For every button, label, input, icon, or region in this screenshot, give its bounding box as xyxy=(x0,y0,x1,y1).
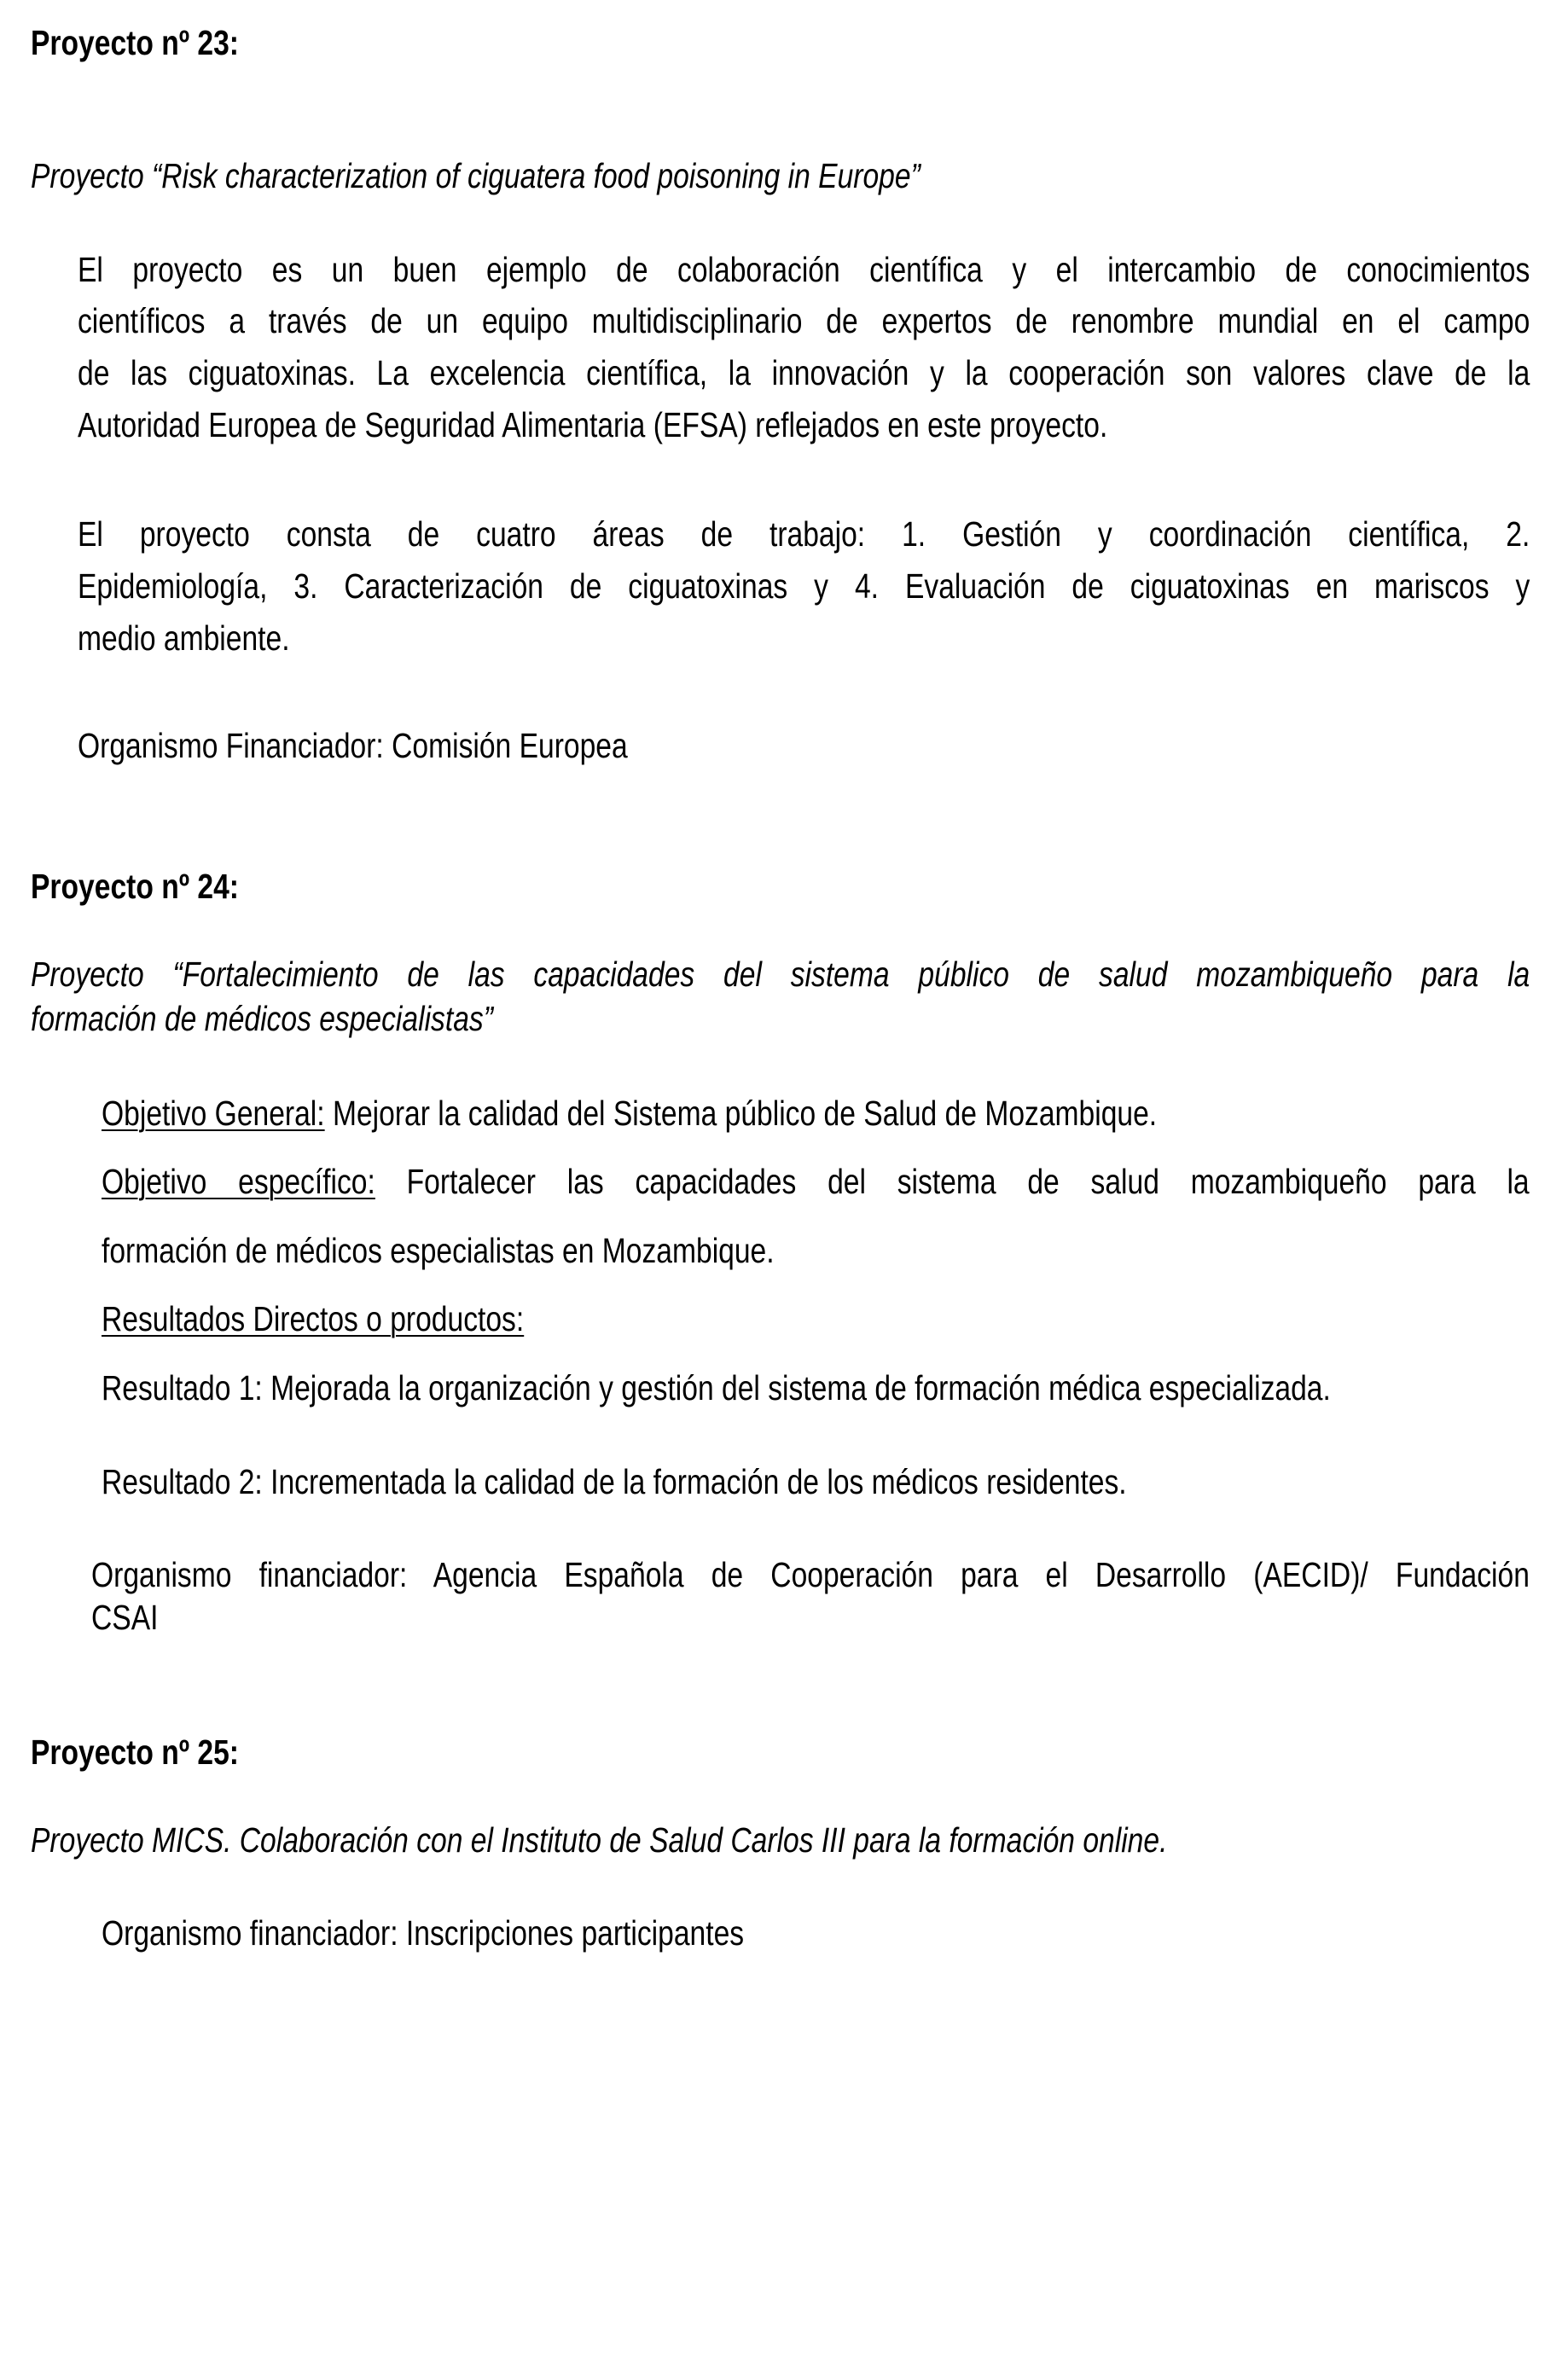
specific-objective-text: Fortalecer las capacidades del sistema de salud mozambiqueño para la xyxy=(375,1162,1530,1201)
paragraph-line: Epidemiología, 3. Caracterización de ciguatoxinas y 4. Evaluación de ciguatoxinas en mariscos y xyxy=(78,566,1530,606)
specific-objective-label: Objetivo específico: xyxy=(102,1162,375,1201)
project-24-funder-line: Organismo financiador: Agencia Española de Cooperación para el Desarrollo (AECID)/ Fundación xyxy=(91,1555,1530,1594)
specific-objective-continued: formación de médicos especialistas en Mozambique. xyxy=(102,1231,775,1270)
project-24-title-line: Proyecto “Fortalecimiento de las capacidades del sistema público de salud mozambiqueño para la xyxy=(31,955,1530,994)
project-23-title: Proyecto “Risk characterization of ciguatera food poisoning in Europe” xyxy=(31,156,920,195)
project-25-title: Proyecto MICS. Colaboración con el Instituto de Salud Carlos III para la formación online. xyxy=(31,1820,1168,1860)
paragraph-line: Autoridad Europea de Seguridad Alimentaria (EFSA) reflejados en este proyecto. xyxy=(78,405,1108,444)
general-objective xyxy=(102,1093,1157,1134)
paragraph-line: científicos a través de un equipo multidisciplinario de expertos de renombre mundial en el campo xyxy=(78,301,1530,340)
project-25-heading: Proyecto nº 25: xyxy=(31,1732,239,1772)
project-24-title-line: formación de médicos especialistas” xyxy=(31,999,493,1038)
paragraph-line: El proyecto consta de cuatro áreas de trabajo: 1. Gestión y coordinación científica, 2. xyxy=(78,514,1530,554)
project-23-heading: Proyecto nº 23: xyxy=(31,23,239,62)
result-2: Resultado 2: Incrementada la calidad de la formación de los médicos residentes. xyxy=(102,1462,1127,1501)
project-24-heading: Proyecto nº 24: xyxy=(31,867,239,906)
project-24-funder-line: CSAI xyxy=(91,1598,159,1637)
project-25-funder: Organismo financiador: Inscripciones participantes xyxy=(102,1913,745,1953)
general-objective-text: Mejorar la calidad del Sistema público de Salud de Mozambique. xyxy=(324,1094,1158,1133)
paragraph-line: de las ciguatoxinas. La excelencia científica, la innovación y la cooperación son valores clave de la xyxy=(78,353,1530,392)
general-objective-label: Objetivo General: xyxy=(102,1094,325,1133)
project-23-funder: Organismo Financiador: Comisión Europea xyxy=(78,726,628,765)
specific-objective xyxy=(102,1161,1530,1202)
paragraph-line: medio ambiente. xyxy=(78,618,290,658)
result-1: Resultado 1: Mejorada la organización y gestión del sistema de formación médica especializada. xyxy=(102,1368,1331,1407)
paragraph-line: El proyecto es un buen ejemplo de colaboración científica y el intercambio de conocimientos xyxy=(78,250,1530,289)
results-label: Resultados Directos o productos: xyxy=(102,1299,525,1338)
